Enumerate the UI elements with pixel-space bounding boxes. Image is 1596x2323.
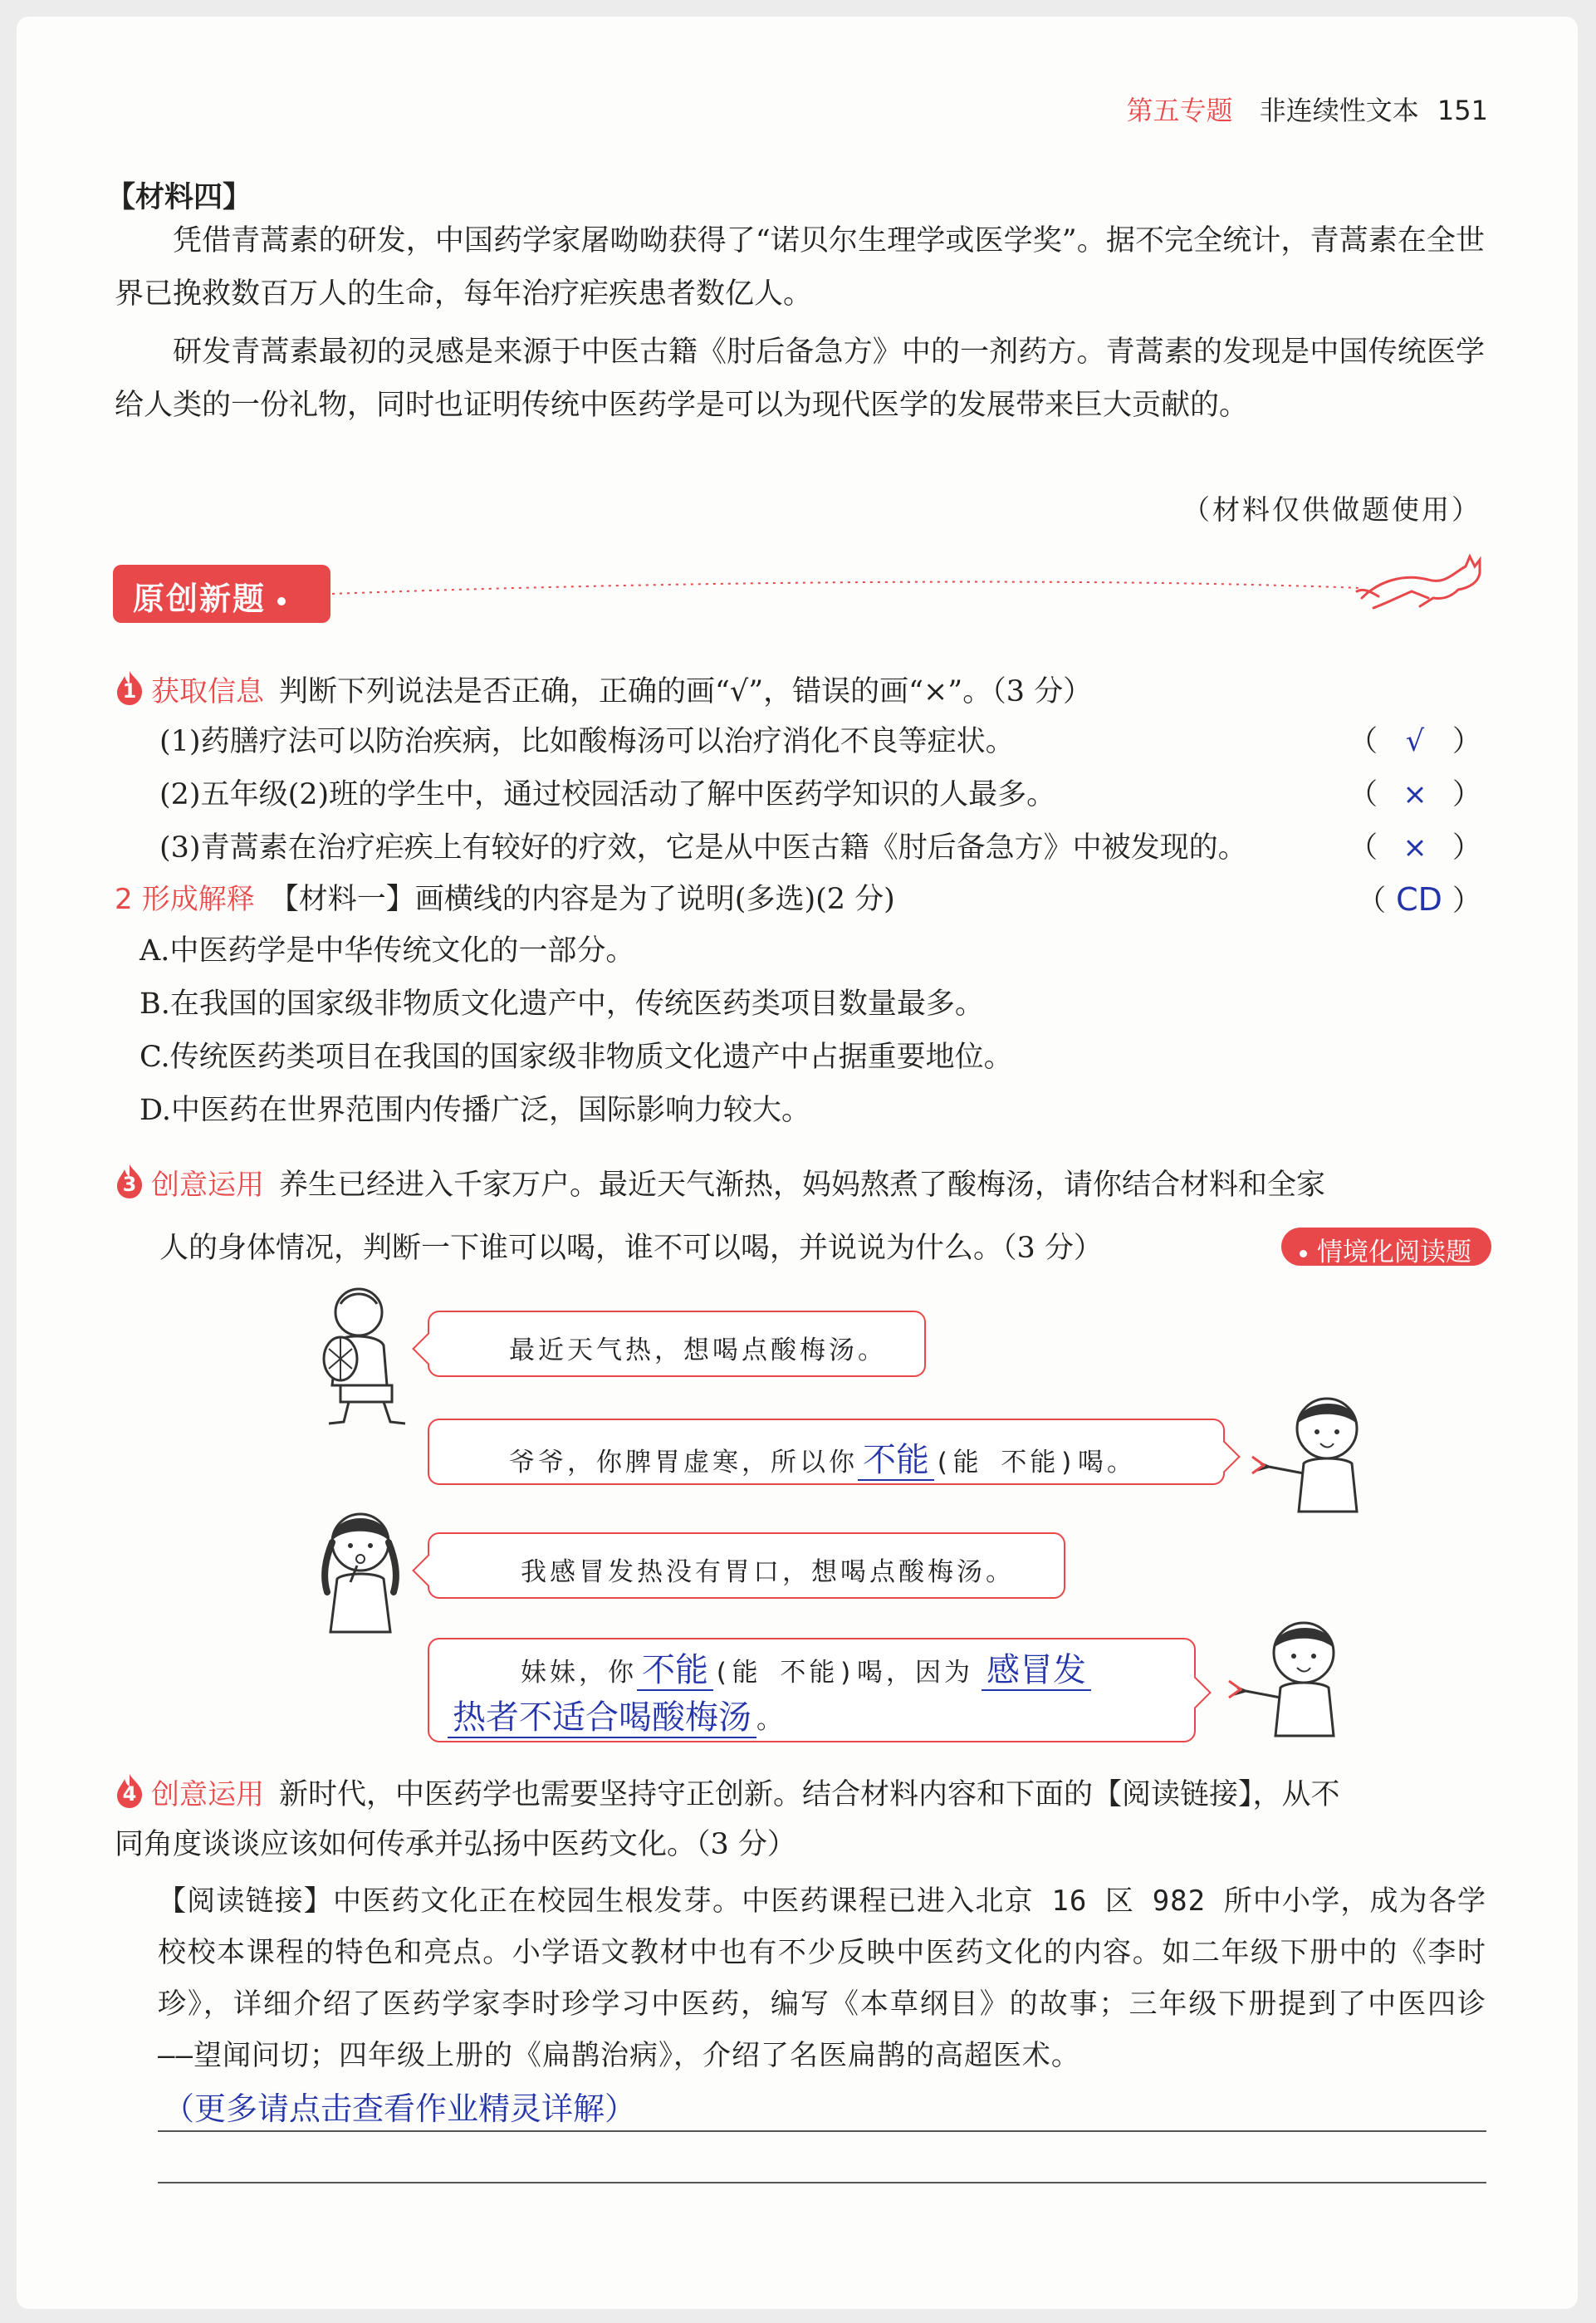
q1-item-2: (2)五年级(2)班的学生中，通过校园活动了解中医药学知识的人最多。	[159, 778, 1056, 811]
q2-option-c: C.传统医药类项目在我国的国家级非物质文化遗产中占据重要地位。	[140, 1041, 1013, 1074]
banner-title: 原创新题	[133, 581, 267, 617]
q1-answer-1: （ √ ）	[1349, 721, 1481, 762]
material-paragraph-2: 研发青蒿素最初的灵感是来源于中医古籍《肘后备急方》中的一剂药方。青蒿素的发现是中国传统医学给人类的一份礼物，同时也证明传统中医药学是可以为现代医学的发展带来巨大贡献的。	[115, 336, 1485, 422]
q2-answer-mark: CD	[1396, 881, 1442, 918]
reading-link-text: 【阅读链接】中医药文化正在校园生根发芽。中医药课程已进入北京 16 区 982 所中小学，成为各学校校本课程的特色和亮点。小学语文教材中也有不少反映中医药文化的内容。如二年级下册中的《李时珍》，详细介绍了医药学家李时珍学习中医药，编写《本草纲目》的故事；三年级下册提到了中医四诊——望闻问切；四年级上册的《扁鹊治病》，介绍了名医扁鹊的高超医术。	[158, 1884, 1486, 2072]
situational-reading-badge	[1281, 1228, 1491, 1266]
q2-option-b: B.在我国的国家级非物质文化遗产中，传统医药类项目数量最多。	[140, 988, 984, 1021]
cat-icon	[1354, 548, 1486, 615]
answer-fill-sister: 不能	[637, 1651, 713, 1691]
question-4-tag: 创意运用	[151, 1778, 264, 1811]
speech-bubble-boy-1: 爷爷，你脾胃虚寒，所以你 不能 (能 不能)喝。	[428, 1419, 1225, 1485]
q1-answer-2-mark: ×	[1403, 778, 1427, 811]
header-topic: 第五专题	[1126, 95, 1233, 126]
material-note: （材料仅供做题使用）	[1182, 493, 1481, 526]
section-banner	[113, 565, 330, 623]
speech-bubble-boy-2: 妹妹，你 不能 (能 不能)喝，因为 感冒发 热者不适合喝酸梅汤 。	[428, 1638, 1196, 1742]
answer-fill-reason-1: 感冒发	[982, 1651, 1091, 1691]
question-2-tag: 形成解释	[141, 883, 255, 916]
badge-label: 情境化阅读题	[1317, 1237, 1471, 1267]
answer-line-2	[158, 2182, 1486, 2183]
banner-dotted-line	[332, 573, 1495, 631]
question-1-text: 判断下列说法是否正确，正确的画“√”，错误的画“×”。（3 分）	[279, 675, 1093, 708]
q1-item-3: (3)青蒿素在治疗疟疾上有较好的疗效，它是从中医古籍《肘后备急方》中被发现的。	[159, 831, 1247, 865]
q1-item-1: (1)药膳疗法可以防治疾病，比如酸梅汤可以治疗消化不良等症状。	[159, 725, 1015, 758]
question-4-stem	[115, 1772, 1340, 1816]
answer-fill-grandpa: 不能	[858, 1441, 934, 1481]
question-2-stem	[115, 879, 895, 920]
page-header	[1127, 90, 1488, 128]
banner-dot	[277, 597, 286, 605]
material-paragraph-1: 凭借青蒿素的研发，中国药学家屠呦呦获得了“诺贝尔生理学或医学奖”。据不完全统计，青蒿素在全世界已挽救数百万人的生命，每年治疗疟疾患者数亿人。	[115, 224, 1485, 311]
q1-answer-3: （ × ）	[1349, 827, 1481, 869]
question-3-stem	[115, 1163, 1325, 1206]
q2-answer: （ CD ）	[1357, 879, 1481, 922]
question-3-flame-icon: 3	[115, 1163, 144, 1199]
bubble-girl-text: 我感冒发热没有胃口，想喝点酸梅汤。	[521, 1557, 1015, 1587]
q1-answer-3-mark: ×	[1403, 831, 1427, 865]
boy-figure-2	[1196, 1611, 1378, 1752]
answer-fill-reason-2: 热者不适合喝酸梅汤	[448, 1698, 756, 1738]
material-label: 【材料四】	[106, 181, 252, 214]
question-3-text-line2: 人的身体情况，判断一下谁可以喝，谁不可以喝，并说说为什么。（3 分）	[159, 1232, 1103, 1265]
question-4-text-line2: 同角度谈谈应该如何传承并弘扬中医药文化。（3 分）	[115, 1828, 796, 1861]
girl-figure	[307, 1499, 415, 1640]
question-1-flame-icon: 1	[115, 669, 144, 706]
question-3-tag: 创意运用	[151, 1169, 264, 1202]
question-2-number: 2	[115, 883, 133, 916]
q1-answer-1-mark: √	[1405, 725, 1425, 758]
question-1-tag: 获取信息	[151, 675, 264, 708]
q1-answer-2: （ × ）	[1349, 774, 1481, 816]
question-4-text-line1: 新时代，中医药学也需要坚持守正创新。结合材料内容和下面的【阅读链接】，从不	[279, 1778, 1340, 1811]
answer-line-1	[158, 2130, 1486, 2132]
q2-option-d: D.中医药在世界范围内传播广泛，国际影响力较大。	[140, 1094, 810, 1127]
speech-bubble-girl	[428, 1532, 1065, 1599]
speech-bubble-grandpa	[428, 1311, 926, 1377]
question-2-text: 【材料一】画横线的内容是为了说明(多选)(2 分)	[269, 883, 895, 916]
answer-hint-link[interactable]: （更多请点击查看作业精灵详解）	[163, 2090, 637, 2127]
page-number: 151	[1437, 95, 1488, 126]
q2-option-a: A.中医药学是中华传统文化的一部分。	[140, 934, 635, 968]
header-section: 非连续性文本	[1259, 95, 1419, 126]
question-4-flame-icon: 4	[115, 1772, 144, 1809]
question-1-stem	[115, 669, 1092, 713]
bubble-grandpa-text: 最近天气热，想喝点酸梅汤。	[509, 1335, 887, 1365]
grandpa-figure	[307, 1279, 415, 1429]
question-3-text-line1: 养生已经进入千家万户。最近天气渐热，妈妈熬煮了酸梅汤，请你结合材料和全家	[279, 1169, 1326, 1202]
boy-figure-1	[1227, 1387, 1393, 1520]
